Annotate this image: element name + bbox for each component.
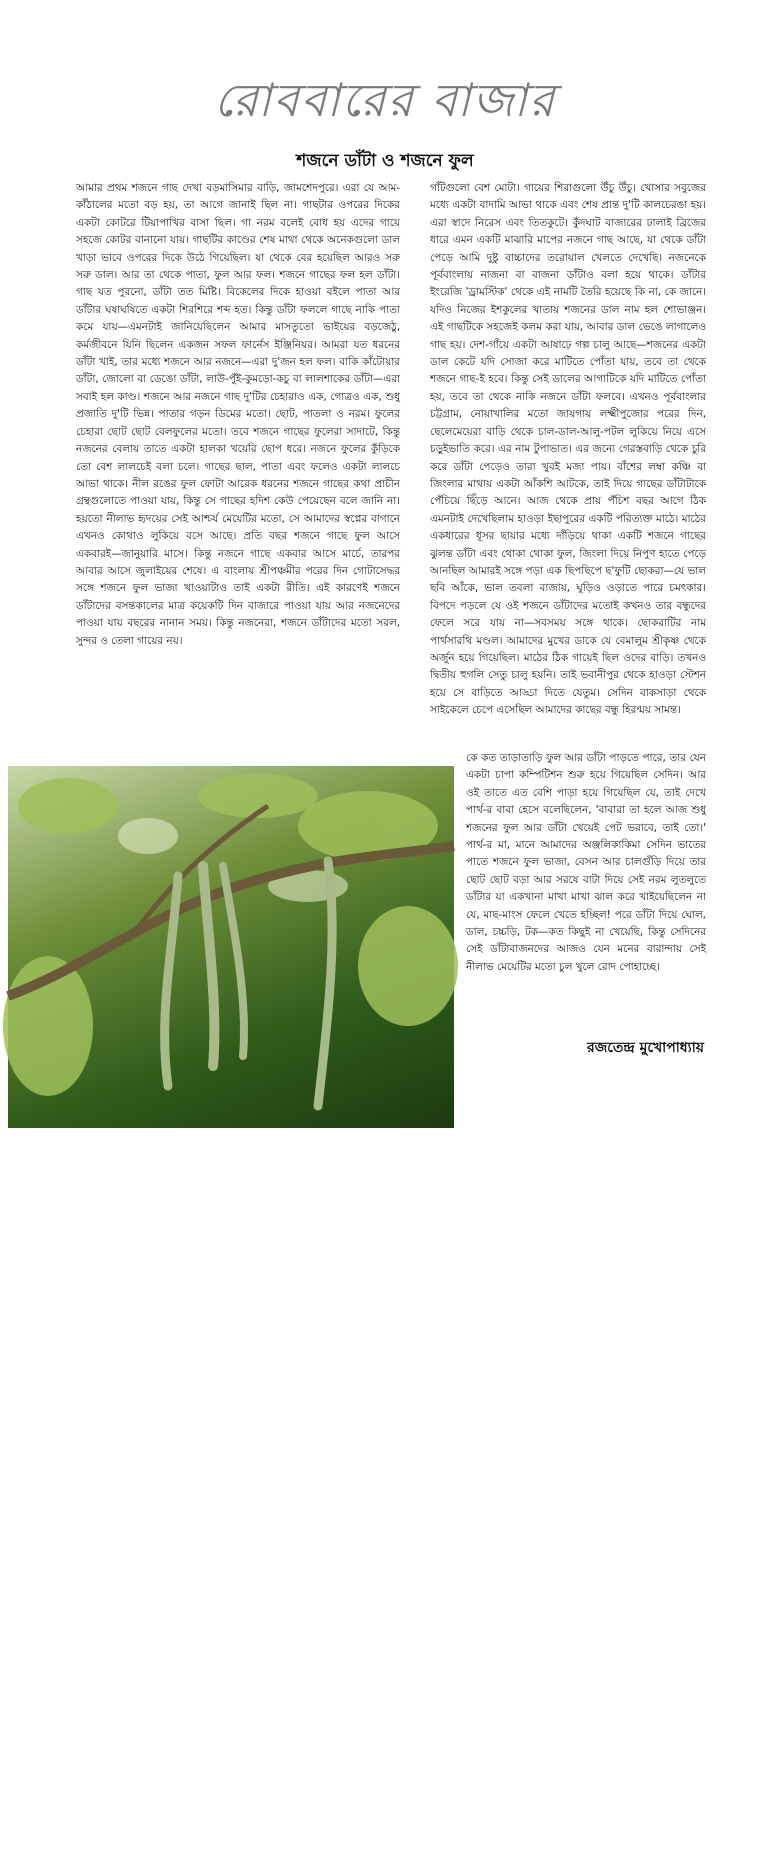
page-folio	[78, 1830, 131, 1849]
drumstick-tree-icon	[8, 766, 454, 1128]
masthead	[0, 58, 770, 138]
article-paragraph: গাঁটগুলো বেশ মোটা। গায়ের শিরাগুলো উঁচু উঁচু। খোসার সবুজের মধ্যে একটা বাদামি আভা থাকে এবং শেষ প্রান্ত দু'টি কালচেরঙা হয়। এরা স্বাদে নিরেস এবং তিতকুটে। কুঁদঘাট বাজারের ঢালাই ব্রিজের ধারে এমন একটি মাঝারি মাপের নজনে গাছ আছে, যা থেকে ডাঁটা পেড়ে আমি দুষ্টু বাচ্চাদের তরোয়াল খেলতে দেখেছি। নজনেকে পূর্ববাংলায় নাজনা বা বাজনা ডাঁটাও বলা হয়ে থাকে। ডাঁটার ইংরেজি 'ড্রামস্টিক' থেকে এই নামটি তৈরি হয়েছে কি না, কে জানে। যদিও নিজের ইশকুলের খাতায় শজনের ডাল নাম হল শোভাঞ্জন। এই গাছটিকে সহজেই কলম করা যায়, আবার ডাল ভেঙে লাগালেও গাছ হয়। দেশ-গাঁয়ে একটা আষাঢ়ে গল্প চালু আছে—শজনের একটা ডাল কেটে যদি সোজা করে মাটিতে পোঁতা যায়, তবে তা থেকে শজনে গাছ-ই হবে। কিন্তু সেই ডালের আগাটিকে যদি মাটিতে পোঁতা হয়, তবে তা থেকে নাকি নজনে ডাঁটা ফলবে। এখনও পূর্ববাংলার চট্টগ্রাম, নোয়াখালির মতো জায়গায় লক্ষ্মীপুজোর পরের দিন, ছেলেমেয়েরা বাড়ি থেকে চাল-ডাল-আলু-পটল লুকিয়ে নিয়ে এসে চড়ুইভাতি করে। এর নাম টুপাভাত। এর জন্যে গেরস্তবাড়ি থেকে চুরি করে ডাঁটা পেড়েও তারা খুবই মজা পায়। বাঁশের লম্বা কঞ্চি বা জিংলার মাথায় একটা আঁকশি আটকে, তাই দিয়ে গাছের ডাঁটাটাকে পেঁচিয়ে ছিঁড়ে আনে। আজ থেকে প্রায় পঁচিশ বছর আগে ঠিক এমনটাই দেখেছিলাম হাওড়া ইছাপুরের একটি পরিত্যক্ত মাঠে। মাঠের একধারের ধূসর ছায়ার মধ্যে দাঁড়িয়ে থাকা একটি শজনে গাছের ঝুলন্ত ডাঁটা এবং থোকা থোকা ফুল, জিংলা দিয়ে নিপুণ হাতে পেড়ে আনছিল আমারই সঙ্গে পড়া এক ছিপছিপে ছ'ফুটি ছোকরা—যে ভাল ছবি আঁকে, ভাল তবলা বাজায়, ঘুড়িও ওড়াতে পারে চমৎকার। বিপদে পড়লে যে ওই শজনে ডাঁটাদের মতোই কখনও তার বন্ধুদের ফেলে সরে যায় না—সবসময় সঙ্গে থাকে। ছোকরাটির নাম পার্থসারথি মণ্ডল। আমাদের মুখের ডাকে যে বেমালুম শ্রীকৃষ্ণ থেকে অর্জুন হয়ে গিয়েছিল। মাঠের ঠিক গায়েই ছিল ওদের বাড়ি। তখনও দ্বিতীয় হুগলি সেতু চালু হয়নি। তাই ভবানীপুর থেকে হাওড়া স্টেশন হয়ে সে বাড়িতে আড্ডা দিতে যেতুম। সেদিন বাকসাড়া থেকে সাইকেলে চেপে এসেছিল আমাদের কাছের বন্ধু হিরণ্ময় সামন্ত।	[430, 182, 706, 717]
magazine-name: রোববার	[95, 1832, 131, 1845]
article-column-right-bottom	[466, 750, 706, 1010]
article-column-right	[430, 180, 706, 750]
masthead-title: রোববারের বাজার	[213, 73, 557, 127]
article-column-left	[76, 180, 400, 750]
article-subtitle: শজনে ডাঁটা ও শজনে ফুল	[296, 151, 474, 171]
page-number: ৪২	[78, 1832, 93, 1845]
article-paragraph: কে কত তাড়াতাড়ি ফুল আর ডাঁটা পাড়তে পারে, তার যেন একটা চাপা কম্পিটিশন শুরু হয়ে গিয়েছিল সেদিন। আর ওই তাতে এত বেশি পাড়া হয়ে গিয়েছিল যে, তাই দেখে পার্থ-র বাবা হেসে বলেছিলেন, 'বাবারা তা হলে আজ শুধু শজনের ফুল আর ডাঁটা খেয়েই পেট ভরাবে, তাই তো।' পার্থ-র মা, মানে আমাদের অঞ্জলিকাকিমা সেদিন ভাতের পাতে শজনে ফুল ভাজা, বেসন আর চালগুঁড়ি দিয়ে তার ছোট ছোট বড়া আর সরষে বাটা দিয়ে সেই নরম লুতলুতে ডাঁটার যা একখানা মাখা মাখা ঝাল করে খাইয়েছিলেন না যে, মাছ-মাংস ফেলে খেতে হচ্ছিল! পরে ডাঁটা দিয়ে ঘোল, ডাল, চচ্চড়ি, টক—কত কিছুই না খেয়েছি, কিন্তু সেদিনের সেই ডাঁটাবাজনদের আজও যেন মনের বারান্দায় সেই নীলাভ মেয়েটির মতো চুল খুলে রোদ পোহাচ্ছে।	[466, 752, 706, 973]
author-byline: রজতেন্দ্র মুখোপাধ্যায়	[587, 1040, 704, 1056]
drumstick-tree-photo	[8, 766, 454, 1845]
article-paragraph: আমার প্রথম শজনে গাছ দেখা বড়মাসিমার বাড়ি, জামশেদপুরে। এরা যে আম-কাঁঠালের মতো বড় হয়, তা আগে জানাই ছিল না। গাছটার ওপরের দিকের একটা কোটরে টিয়াপাখির বাসা ছিল। গা নরম বলেই বোধ হয় এদের গায়ে সহজে কোটর বানানো যায়। গাছটির কাণ্ডের শেষ মাথা থেকে অনেকগুলো ডাল খাড়া ভাবে ওপরের দিকে উঠে গিয়েছিল। যা থেকে বের হয়েছিল আরও সরু সরু ডাল। আর তা থেকে পাতা, ফুল আর ফল। শজনে গাছের ফল হল ডাঁটা। গাছ যত পুরনো, ডাঁটা তত মিষ্টি। বিকেলের দিকে হাওয়া বইলে পাতা আর ডাঁটার ঘষাঘষিতে একটা শিরশিরে শব্দ হত। কিন্তু ডাঁটা ফললে গাছে নাকি পাতা কমে যায়—এমনটাই জানিয়েছিলেন আমার মাসতুতো ভাইয়ের বড়জেঠু, কর্মজীবনে যিনি ছিলেন একজন সফল ফার্নেস ইঞ্জিনিয়র। আমরা যত ধরনের ডাঁটা খাই, তার মধ্যে শজনে আর নজনে—এরা দু'জন হল ফল। বাকি কাঁটোয়ার ডাঁটা, জোলো বা ডেঙো ডাঁটা, লাউ-পুঁই-কুমড়ো-কচু বা লালশাকের ডাঁটা—এরা সবাই হল কাণ্ড। শজনে আর নজনে গাছ দু'টির চেহারাও এক, গোত্রও এক, শুধু প্রজাতি দু'টি ভিন্ন। পাতার গড়ন ডিমের মতো। ছোট, পাতলা ও নরম। ফুলের চেহারা ছোট ছোট বেলফুলের মতো। তবে শজনে গাছের ফুলেরা সাদাটে, কিন্তু নজনের বেলায় তাতে একটা হালকা খয়েরি ছোপ ধরে। নজনে ফুলের কুঁড়িকে তো বেশ লালচেই বলা চলে। গাছের ছাল, পাতা এবং ফলেও একটা লালচে আভা থাকে। নীল রঙের ফুল ফোটা আরেক ধরনের শজনে গাছের কথা প্রাচীন গ্রন্থগুলোতে পাওয়া যায়, কিন্তু সে গাছের হদিশ কেউ পেয়েছেন বলে জানি না। হয়তো নীলাভ হৃদয়ের সেই আশ্চর্য মেয়েটির মতো, সে আমাদের স্বপ্নের বাগানে এখনও কোথাও লুকিয়ে বসে আছে। প্রতি বছর শজনে গাছে ফুল আসে একবারই—জানুয়ারি মাসে। কিন্তু নজনে গাছে একবার আসে মার্চে, তারপর আবার আসে জুলাইয়ের শেষে। এ বাংলায় শ্রীপঞ্চমীর পরের দিন গোটাসেদ্ধর সঙ্গে শজনে ফুল ভাজা খাওয়াটাও তাই একটা রীতি। এই কারণেই শজনে ডাঁটাদের বসন্তকালের মাত্র কয়েকটি দিন বাজারে পাওয়া যায় আর নজনেদের পাওয়া যায় বছরের নানান সময়। কিন্তু নজনেরা, শজনে ডাঁটাদের মতো সরল, সুন্দর ও তেলা গায়ের নয়।	[76, 182, 400, 647]
masthead-logo	[175, 58, 595, 138]
